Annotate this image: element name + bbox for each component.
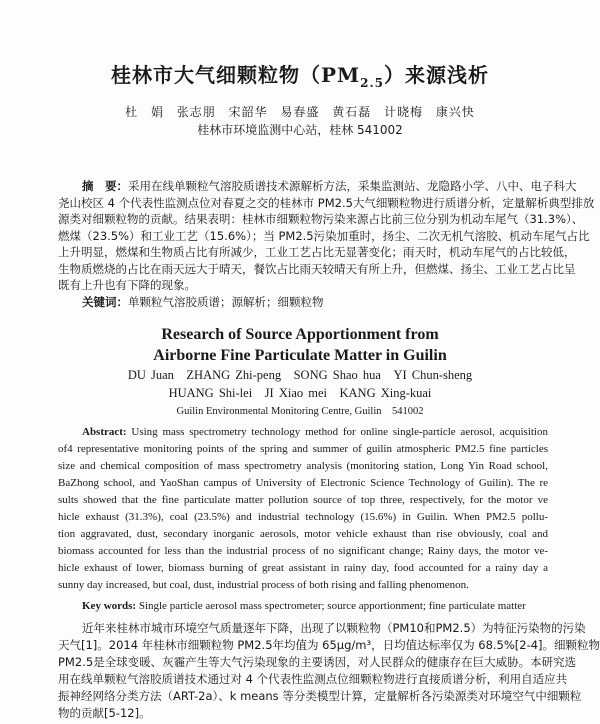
text-line bbox=[58, 244, 576, 260]
line-text: 上升明显，燃煤和生物质占比有所减少，工业工艺占比无显著变化；雨天时，机动车尾气的占比较低， bbox=[58, 245, 576, 259]
title-subscript: 2.5 bbox=[360, 76, 385, 90]
line-text: PM2.5是全球变暖、灰霾产生等大气污染现象的主要诱因，对人民群众的健康存在巨大威胁。本研究选 bbox=[58, 655, 577, 669]
line-text: size and chemical composition of mass spectrometry analysis (monitoring station, Long Yin Road school, bbox=[58, 460, 548, 472]
text-line bbox=[58, 443, 548, 459]
line-text: 振神经网络分类方法（ART-2a）、k means 等分类模型计算，定量解析各污染源类对环境空气中细颗粒 bbox=[58, 689, 582, 703]
line-text: sults showed that the fine particulate matter pollution source of top three, respectively, for the motor ve bbox=[58, 494, 548, 506]
text-line bbox=[58, 228, 590, 244]
english-keywords bbox=[82, 600, 548, 616]
line-text: BaZhong school, and YaoShan campus of University of Electronic Science Technology of Guilin). The re bbox=[58, 477, 548, 489]
line-text: 天气[1]。2014 年桂林市细颗粒物 PM2.5年均值为 65μg/m³，日均值达标率仅为 68.5%[2-4]。细颗粒物 bbox=[58, 638, 600, 652]
text-line bbox=[58, 277, 548, 293]
authors: 杜 娟 张志朋 宋韶华 易春盛 黄石磊 计晓梅 康兴快 bbox=[125, 105, 475, 119]
text-line bbox=[82, 620, 586, 636]
line-text: 源类对细颗粒物的贡献。结果表明：桂林市细颗粒物污染来源占比前三位分别为机动车尾气（31.3%）、 bbox=[58, 212, 584, 226]
text-line bbox=[58, 579, 548, 595]
line-text: 生物质燃烧的占比在雨天远大于晴天，餐饮占比雨天较晴天有所上升，但燃煤、扬尘、工业工艺占比呈 bbox=[58, 262, 576, 276]
text-line bbox=[58, 637, 600, 653]
text-line bbox=[58, 477, 548, 493]
en-keywords-text: Single particle aerosol mass spectrometer; source apportionment; fine particulate matter bbox=[136, 600, 526, 612]
text-line bbox=[58, 494, 548, 510]
text-line bbox=[58, 562, 548, 578]
affiliation: 桂林市环境监测中心站，桂林 541002 bbox=[197, 123, 403, 137]
line-text: tion aggravated, dust, secondary inorganic aerosols, motor vehicle exhaust than rise obviously, coal and bbox=[58, 528, 548, 540]
line-text: hicle exhaust (31.3%), coal (23.5%) and industrial technology (15.6%) in Guilin. When PM2.5 pollu- bbox=[58, 511, 548, 523]
line-text: hicle exhaust of lower, biomass burning of great assistant in rainy day, food accounted for a rainy day a bbox=[58, 562, 548, 574]
text-line bbox=[58, 705, 548, 721]
text-line bbox=[58, 261, 576, 277]
paper-title bbox=[0, 62, 600, 88]
text-line bbox=[58, 671, 568, 687]
text-line bbox=[58, 688, 582, 704]
line-text: 尧山校区 4 个代表性监测点位对春夏之交的桂林市 PM2.5大气细颗粒物进行质谱分析，定量解析典型排放 bbox=[58, 196, 595, 210]
text-line bbox=[58, 511, 548, 527]
keywords-text: 单颗粒气溶胶质谱；源解析；细颗粒物 bbox=[128, 295, 324, 309]
text-line bbox=[58, 545, 548, 561]
line-text: 物的贡献[5-12]。 bbox=[58, 706, 151, 720]
line-text: Using mass spectrometry technology method for online single-particle aerosol, acquisition bbox=[126, 426, 548, 438]
text-line bbox=[58, 211, 584, 227]
text-line bbox=[82, 178, 577, 194]
english-authors-line-2: HUANG Shi-lei JI Xiao mei KANG Xing-kuai bbox=[168, 386, 432, 400]
line-text: 用在线单颗粒气溶胶质谱技术通过对 4 个代表性监测点位细颗粒物进行直接质谱分析，利用自适应共 bbox=[58, 672, 568, 686]
text-line bbox=[58, 654, 577, 670]
line-text: 近年来桂林市城市环境空气质量逐年下降，出现了以颗粒物（PM10和PM2.5）为特征污染物的污染 bbox=[82, 621, 586, 635]
section-label: Abstract: bbox=[82, 426, 127, 438]
line-text: biomass accounted for less than the industrial process of no significant change; Rainy days, the motor ve- bbox=[58, 545, 548, 557]
english-title-line-1: Research of Source Apportionment from bbox=[161, 326, 439, 343]
line-text: 燃煤（23.5%）和工业工艺（15.6%）；当 PM2.5污染加重时，扬尘、二次无机气溶胶、机动车尾气占比 bbox=[58, 229, 590, 243]
line-text: sunny day increased, but coal, dust, industrial process of both rising and falling phenomenon. bbox=[58, 579, 469, 591]
english-affiliation: Guilin Environmental Monitoring Centre, Guilin 541002 bbox=[176, 406, 424, 417]
title-text: 桂林市大气细颗粒物（PM bbox=[110, 63, 361, 87]
line-text: 既有上升也有下降的现象。 bbox=[58, 278, 196, 292]
section-label: 摘 要： bbox=[82, 179, 128, 193]
line-text: 采用在线单颗粒气溶胶质谱技术源解析方法，采集监测站、龙隐路小学、八中、电子科大 bbox=[128, 179, 577, 193]
line-text: of4 representative monitoring points of the spring and summer of guilin atmospheric PM2.5 fine particles bbox=[58, 443, 548, 455]
chinese-keywords bbox=[82, 294, 548, 310]
en-keywords-label: Key words: bbox=[82, 600, 137, 612]
keywords-label: 关键词： bbox=[82, 295, 128, 309]
text-line bbox=[58, 528, 548, 544]
text-line bbox=[82, 426, 548, 442]
text-line bbox=[58, 195, 595, 211]
english-title-line-2: Airborne Fine Particulate Matter in Guilin bbox=[153, 347, 447, 364]
english-authors-line-1: DU Juan ZHANG Zhi-peng SONG Shao hua YI Chun-sheng bbox=[127, 368, 473, 382]
text-line bbox=[58, 460, 548, 476]
title-text-end: ）来源浅析 bbox=[384, 63, 490, 87]
